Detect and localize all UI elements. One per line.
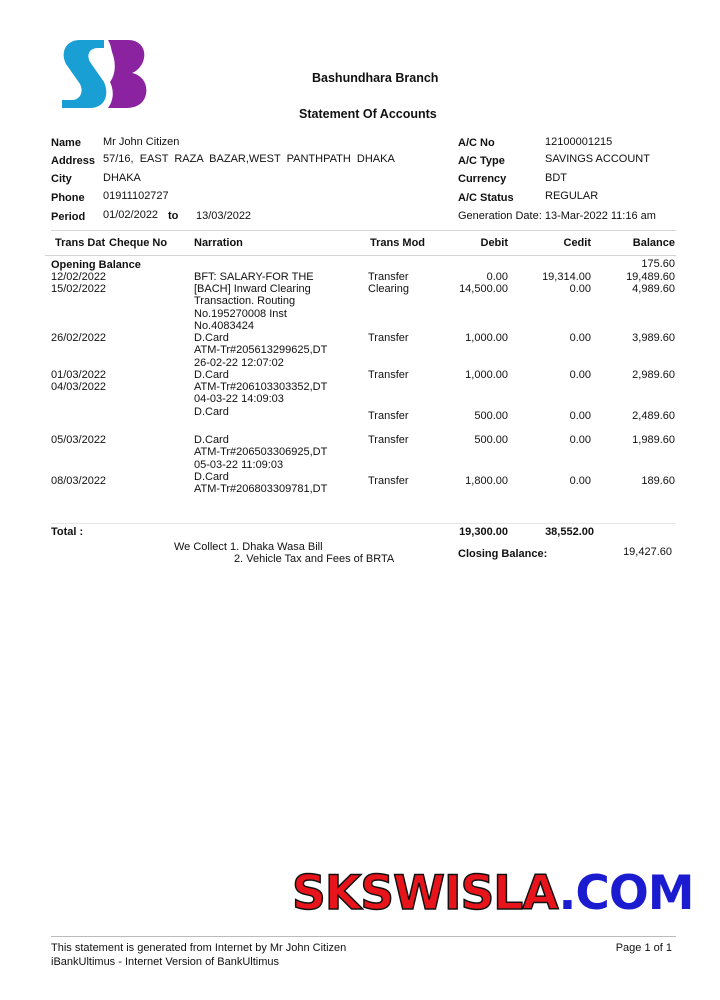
divider	[45, 255, 676, 256]
closing-balance-label: Closing Balance:	[458, 548, 548, 560]
customer-address: 57/16, EAST RAZA BAZAR,WEST PANTHPATH DHAKA	[103, 153, 395, 165]
footer-divider	[51, 936, 676, 937]
total-debit: 19,300.00	[459, 526, 508, 538]
notice-line-1: We Collect 1. Dhaka Wasa Bill	[174, 541, 323, 553]
watermark-part-2: .COM	[558, 866, 694, 921]
trans-date: 15/02/2022	[51, 283, 107, 295]
header-balance: Balance	[632, 237, 675, 249]
balance: 1,989.60	[632, 434, 675, 446]
ac-type: SAVINGS ACCOUNT	[545, 153, 650, 165]
customer-name: Mr John Citizen	[103, 136, 180, 148]
trans-date: 12/02/2022	[51, 271, 107, 283]
watermark-part-1: SKSWISLA	[292, 866, 559, 921]
header-date: Trans Dat	[55, 237, 106, 249]
trans-date: 05/03/2022	[51, 434, 107, 446]
generation-date: Generation Date: 13-Mar-2022 11:16 am	[458, 210, 656, 222]
trans-mode: Transfer	[368, 410, 409, 422]
debit: 500.00	[474, 410, 508, 422]
debit: 1,000.00	[465, 332, 508, 344]
narration-line: BFT: SALARY-FOR THE	[194, 271, 314, 283]
period-to: 13/03/2022	[196, 210, 252, 222]
currency: BDT	[545, 172, 567, 184]
footer-generated: This statement is generated from Internet by Mr John Citizen	[51, 942, 347, 954]
trans-date: 08/03/2022	[51, 475, 107, 487]
credit: 0.00	[569, 434, 591, 446]
opening-balance: 175.60	[641, 258, 675, 270]
balance: 2,989.60	[632, 369, 675, 381]
narration-line: ATM-Tr#206803309781,DT	[194, 483, 328, 496]
credit: 0.00	[569, 369, 591, 381]
credit: 19,314.00	[542, 271, 591, 283]
balance: 4,989.60	[632, 283, 675, 295]
address-label: Address	[51, 155, 96, 167]
narration-line: No.4083424	[194, 319, 254, 332]
debit: 1,000.00	[465, 369, 508, 381]
balance: 2,489.60	[632, 410, 675, 422]
header-debit: Debit	[480, 237, 508, 249]
branch-name: Bashundhara Branch	[312, 71, 439, 85]
trans-date: 26/02/2022	[51, 332, 107, 344]
debit: 0.00	[486, 271, 508, 283]
opening-balance-label: Opening Balance	[51, 259, 141, 271]
narration-line: ATM-Tr#206503306925,DT	[194, 446, 328, 459]
phone-label: Phone	[51, 192, 85, 204]
trans-mode: Clearing	[368, 283, 409, 295]
narration-line: D.Card	[194, 471, 229, 483]
narration-line: D.Card	[194, 332, 229, 344]
debit: 1,800.00	[465, 475, 508, 487]
customer-city: DHAKA	[103, 172, 141, 184]
divider	[51, 523, 676, 524]
narration-line: 05-03-22 11:09:03	[194, 458, 284, 471]
closing-balance: 19,427.60	[623, 546, 672, 558]
narration-line: D.Card	[194, 405, 229, 418]
ac-no: 12100001215	[545, 136, 613, 148]
trans-mode: Transfer	[368, 369, 409, 381]
ac-no-label: A/C No	[458, 137, 495, 149]
credit: 0.00	[569, 410, 591, 422]
ac-status-label: A/C Status	[458, 192, 514, 204]
period-to-label: to	[168, 210, 179, 222]
currency-label: Currency	[458, 173, 507, 185]
debit: 500.00	[474, 434, 508, 446]
trans-mode: Transfer	[368, 332, 409, 344]
balance: 19,489.60	[626, 271, 675, 283]
notice-line-2: 2. Vehicle Tax and Fees of BRTA	[234, 553, 395, 565]
footer-system: iBankUltimus - Internet Version of BankUltimus	[51, 956, 280, 968]
narration-line: ATM-Tr#205613299625,DT	[194, 344, 328, 357]
narration-line: 26-02-22 12:07:02	[194, 356, 284, 369]
narration-line: D.Card	[194, 369, 229, 381]
narration-line: [BACH] Inward Clearing	[194, 283, 311, 295]
header-mode: Trans Mod	[370, 237, 426, 249]
balance: 3,989.60	[632, 332, 675, 344]
narration-line: 04-03-22 14:09:03	[194, 393, 284, 406]
trans-mode: Transfer	[368, 475, 409, 487]
logo-b-shape	[108, 40, 146, 108]
credit: 0.00	[569, 475, 591, 487]
customer-phone: 01911102727	[103, 190, 169, 202]
narration-line: ATM-Tr#206103303352,DT	[194, 381, 328, 393]
credit: 0.00	[569, 283, 591, 295]
credit: 0.00	[569, 332, 591, 344]
divider	[51, 230, 676, 231]
watermark	[292, 866, 694, 922]
header-narration: Narration	[194, 237, 243, 249]
trans-date: 01/03/2022	[51, 369, 107, 381]
period-label: Period	[51, 211, 86, 223]
page-title: Statement Of Accounts	[299, 107, 437, 121]
narration-line: Transaction. Routing	[194, 295, 296, 308]
logo-s-shape	[62, 40, 106, 108]
total-label: Total :	[51, 526, 84, 538]
balance: 189.60	[641, 475, 675, 487]
city-label: City	[51, 173, 72, 185]
name-label: Name	[51, 137, 81, 149]
header-cheque: Cheque No	[109, 237, 168, 249]
page-number: Page 1 of 1	[615, 942, 672, 954]
ac-type-label: A/C Type	[458, 155, 505, 167]
ac-status: REGULAR	[545, 190, 599, 202]
narration-line: D.Card	[194, 434, 229, 446]
narration-line: No.195270008 Inst	[194, 307, 287, 320]
period-from: 01/02/2022	[103, 209, 159, 221]
trans-mode: Transfer	[368, 271, 409, 283]
debit: 14,500.00	[459, 283, 508, 295]
trans-mode: Transfer	[368, 434, 409, 446]
total-credit: 38,552.00	[545, 526, 594, 538]
bank-logo	[60, 38, 148, 110]
header-credit: Cedit	[563, 237, 591, 249]
trans-date: 04/03/2022	[51, 381, 107, 393]
